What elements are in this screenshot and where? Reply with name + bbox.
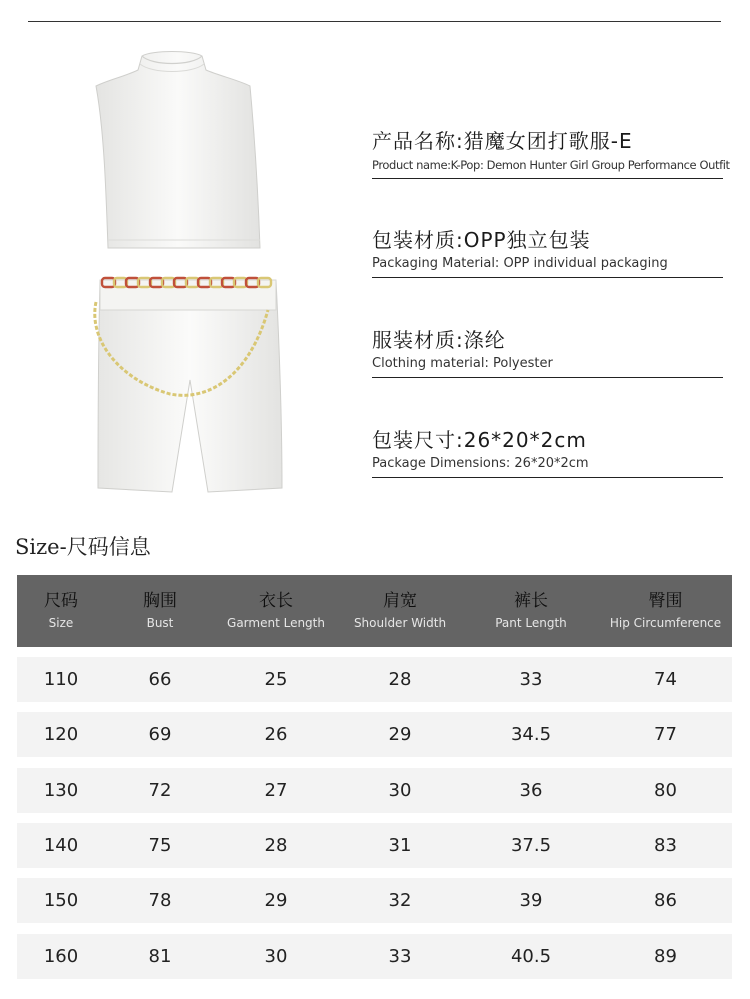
chain-belt <box>102 278 271 287</box>
cell-shoulder-width: 32 <box>388 890 412 911</box>
packaging-material-zh: 包装材质:OPP独立包装 <box>372 228 591 252</box>
cell-size: 140 <box>43 835 79 856</box>
shorts-shape <box>98 280 282 492</box>
clothing-material-en: Clothing material: Polyester <box>372 355 723 378</box>
size-table-header <box>17 575 732 647</box>
table-row <box>17 657 732 702</box>
cell-pant-length: 39 <box>519 890 543 911</box>
product-photo <box>60 40 330 510</box>
product-name-en: Product name:K-Pop: Demon Hunter Girl Group Performance Outfit <box>372 156 723 179</box>
cell-pant-length: 34.5 <box>510 724 552 745</box>
product-name-block <box>372 129 730 179</box>
cell-garment-length: 25 <box>264 669 288 690</box>
clothing-material-block <box>372 328 723 378</box>
table-row <box>17 878 732 923</box>
product-name-zh: 产品名称:猎魔女团打歌服-E <box>372 129 633 153</box>
cell-shoulder-width: 28 <box>388 669 412 690</box>
cell-shoulder-width: 33 <box>388 946 412 967</box>
cell-size: 130 <box>43 780 79 801</box>
table-row <box>17 712 732 757</box>
top-divider <box>28 21 721 22</box>
cell-hip-circumference: 86 <box>654 890 677 911</box>
cell-garment-length: 29 <box>264 890 288 911</box>
cell-garment-length: 30 <box>264 946 288 967</box>
cell-pant-length: 33 <box>519 669 543 690</box>
package-dimensions-zh: 包装尺寸:26*20*2cm <box>372 428 587 452</box>
cell-hip-circumference: 89 <box>654 946 677 967</box>
cell-hip-circumference: 80 <box>654 780 677 801</box>
table-row <box>17 934 732 979</box>
packaging-material-block <box>372 228 723 278</box>
cell-bust: 78 <box>148 890 172 911</box>
cell-pant-length: 37.5 <box>510 835 552 856</box>
header-size: 尺码 Size <box>44 591 78 630</box>
cell-pant-length: 40.5 <box>510 946 552 967</box>
header-pant-length: 裤长 Pant Length <box>495 591 567 630</box>
cell-garment-length: 28 <box>264 835 288 856</box>
cell-bust: 66 <box>148 669 172 690</box>
header-hip-circumference: 臀围 Hip Circumference <box>609 591 722 630</box>
cell-size: 160 <box>43 946 79 967</box>
cell-size: 150 <box>43 890 79 911</box>
table-row <box>17 823 732 868</box>
clothing-material-zh: 服装材质:涤纶 <box>372 328 506 352</box>
cell-size: 120 <box>43 724 79 745</box>
cell-hip-circumference: 74 <box>654 669 677 690</box>
package-dimensions-en: Package Dimensions: 26*20*2cm <box>372 455 723 478</box>
cell-garment-length: 27 <box>264 780 288 801</box>
cell-bust: 75 <box>148 835 172 856</box>
table-row <box>17 768 732 813</box>
packaging-material-en: Packaging Material: OPP individual packaging <box>372 255 723 278</box>
cell-shoulder-width: 30 <box>388 780 412 801</box>
cell-garment-length: 26 <box>264 724 288 745</box>
header-bust: 胸围 Bust <box>143 591 177 630</box>
header-shoulder-width: 肩宽 Shoulder Width <box>353 591 447 630</box>
crop-top-shape <box>96 52 260 249</box>
cell-bust: 69 <box>148 724 172 745</box>
cell-hip-circumference: 83 <box>654 835 677 856</box>
cell-size: 110 <box>43 669 79 690</box>
cell-hip-circumference: 77 <box>654 724 677 745</box>
package-dimensions-block <box>372 428 723 478</box>
cell-shoulder-width: 29 <box>388 724 412 745</box>
cell-bust: 72 <box>148 780 172 801</box>
cell-shoulder-width: 31 <box>388 835 412 856</box>
cell-pant-length: 36 <box>519 780 543 801</box>
cell-bust: 81 <box>148 946 172 967</box>
header-garment-length: 衣长 Garment Length <box>227 591 325 630</box>
size-section-title: Size-尺码信息 <box>15 535 151 559</box>
